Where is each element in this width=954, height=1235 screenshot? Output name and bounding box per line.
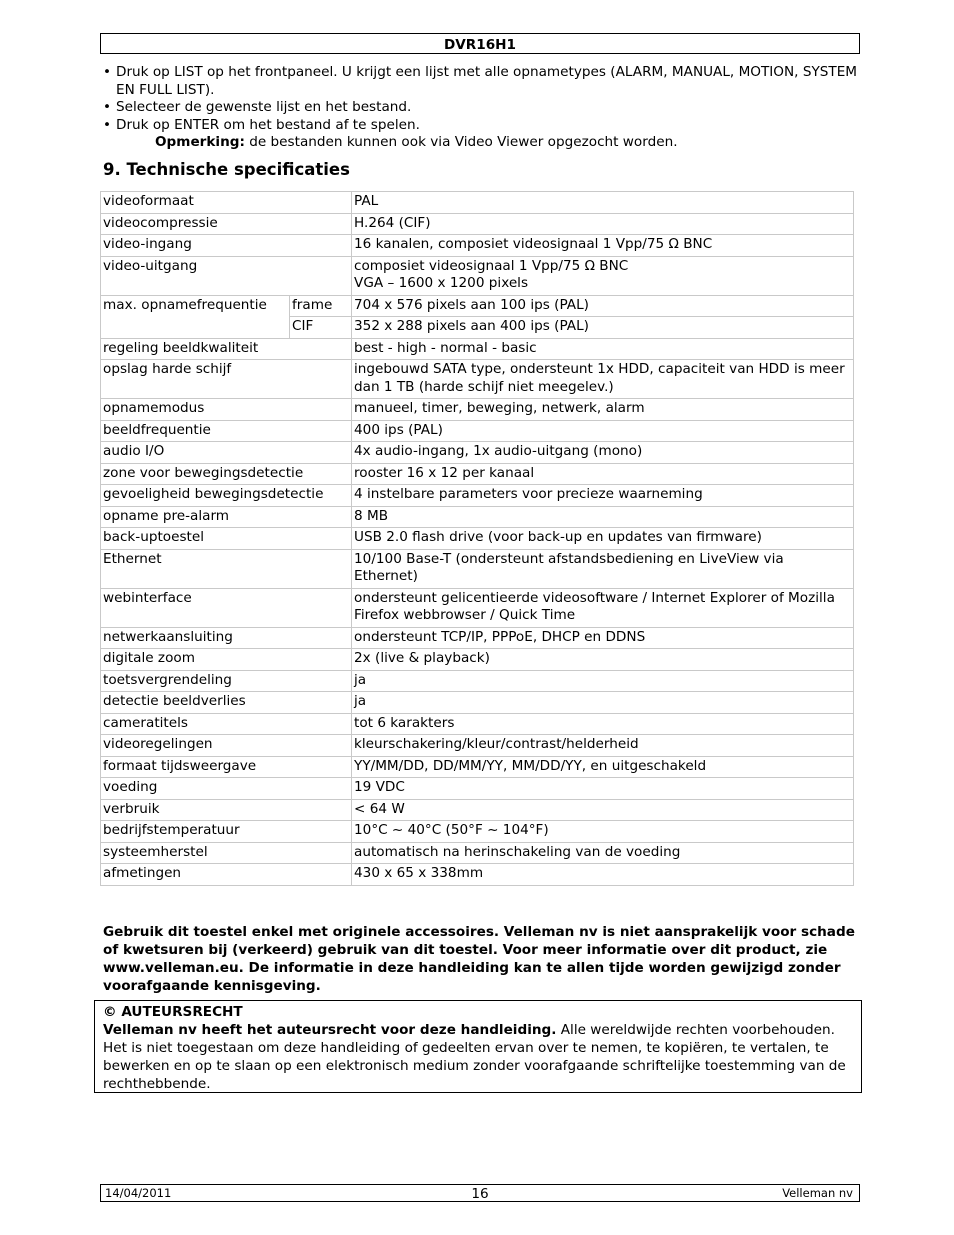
spec-value bbox=[352, 442, 854, 464]
list-item: • Selecteer de gewenste lijst en het bestand. bbox=[103, 99, 863, 117]
spec-value bbox=[352, 192, 854, 214]
spec-value-line: 430 x 65 x 338mm bbox=[354, 865, 484, 881]
spec-value bbox=[352, 235, 854, 257]
spec-label: opnamemodus bbox=[101, 399, 352, 421]
spec-sublabel: frame bbox=[290, 295, 352, 317]
spec-value-line: 10/100 Base-T (ondersteunt afstandsbediening en LiveView via Ethernet) bbox=[354, 550, 784, 584]
page-footer bbox=[100, 1184, 860, 1202]
spec-label: voeding bbox=[101, 778, 352, 800]
footer-company: Velleman nv bbox=[782, 1186, 853, 1200]
copyright-title: © AUTEURSRECHT bbox=[103, 1004, 243, 1020]
spec-value-line: PAL bbox=[354, 193, 379, 209]
spec-label: videoformaat bbox=[101, 192, 352, 214]
spec-label: systeemherstel bbox=[101, 842, 352, 864]
spec-label: verbruik bbox=[101, 799, 352, 821]
table-row bbox=[101, 649, 854, 671]
table-row bbox=[101, 295, 854, 317]
spec-value bbox=[352, 549, 854, 588]
table-row bbox=[101, 735, 854, 757]
spec-value: 704 x 576 pixels aan 100 ips (PAL) bbox=[352, 295, 854, 317]
spec-label: digitale zoom bbox=[101, 649, 352, 671]
spec-value bbox=[352, 692, 854, 714]
spec-value-line: ja bbox=[354, 693, 367, 709]
spec-value-line: rooster 16 x 12 per kanaal bbox=[354, 464, 535, 481]
spec-value bbox=[352, 649, 854, 671]
spec-value-line: ondersteunt gelicentieerde videosoftware / Internet Explorer of Mozilla Firefox webbrowser / Quick Time bbox=[354, 589, 835, 623]
table-row bbox=[101, 799, 854, 821]
note-text: de bestanden kunnen ook via Video Viewer opgezocht worden. bbox=[244, 134, 678, 150]
spec-value-line: YY/MM/DD, DD/MM/YY, MM/DD/YY, en uitgeschakeld bbox=[354, 757, 707, 774]
spec-value bbox=[352, 256, 854, 295]
spec-value-line: 2x (live & playback) bbox=[354, 650, 490, 666]
spec-label: videocompressie bbox=[101, 213, 352, 235]
spec-label: zone voor bewegingsdetectie bbox=[101, 463, 352, 485]
spec-value bbox=[352, 485, 854, 507]
spec-value bbox=[352, 420, 854, 442]
warning-text: Gebruik dit toestel enkel met originele accessoires. Velleman nv is niet aansprakelijk voor schade of kwetsuren bij (verkeerd) gebruik van dit toestel. Voor meer informatie over dit product, zie www.velleman.eu. De informatie in deze handleiding kan te allen tijde worden gewijzigd zonder voorafgaande kennisgeving. bbox=[103, 924, 855, 994]
copyright-bold: Velleman nv heeft het auteursrecht voor deze handleiding. bbox=[103, 1022, 557, 1038]
spec-value-line: < 64 W bbox=[354, 800, 405, 817]
table-row bbox=[101, 420, 854, 442]
spec-label: Ethernet bbox=[101, 549, 352, 588]
spec-value-line: 16 kanalen, composiet videosignaal 1 Vpp/75 Ω BNC bbox=[354, 236, 713, 252]
list-item: • Druk op ENTER om het bestand af te spelen. bbox=[103, 117, 863, 135]
copyright-text bbox=[103, 1021, 861, 1093]
spec-value-line: USB 2.0 flash drive (voor back-up en updates van firmware) bbox=[354, 529, 762, 545]
spec-label: bedrijfstemperatuur bbox=[101, 821, 352, 843]
spec-label: opname pre-alarm bbox=[101, 506, 352, 528]
spec-value bbox=[352, 213, 854, 235]
table-row bbox=[101, 256, 854, 295]
spec-label: toetsvergrendeling bbox=[101, 670, 352, 692]
note bbox=[103, 134, 863, 152]
spec-value bbox=[352, 506, 854, 528]
spec-value: 352 x 288 pixels aan 400 ips (PAL) bbox=[352, 317, 854, 339]
table-row bbox=[101, 821, 854, 843]
copyright-body: Alle wereldwijde rechten voorbehouden. Het is niet toegestaan om deze handleiding of gedeelten ervan over te nemen, te kopiëren, te vertalen, te bewerken en op te slaan op een elektronisch medium zonder voorafgaande schriftelijke toestemming van de rechthebbende. bbox=[103, 1022, 846, 1092]
spec-value-line: 400 ips (PAL) bbox=[354, 421, 443, 438]
instruction-list bbox=[103, 64, 863, 152]
spec-value bbox=[352, 360, 854, 399]
list-item: • Druk op LIST op het frontpaneel. U krijgt een lijst met alle opnametypes (ALARM, MANUAL, MOTION, SYSTEM EN FULL LIST). bbox=[103, 64, 863, 99]
spec-value-line: ondersteunt TCP/IP, PPPoE, DHCP en DDNS bbox=[354, 628, 646, 645]
spec-value-line: 10°C ~ 40°C (50°F ~ 104°F) bbox=[354, 822, 549, 838]
table-row bbox=[101, 670, 854, 692]
spec-value bbox=[352, 670, 854, 692]
spec-label: videoregelingen bbox=[101, 735, 352, 757]
spec-value bbox=[352, 864, 854, 886]
spec-label: webinterface bbox=[101, 588, 352, 627]
table-row bbox=[101, 192, 854, 214]
spec-label: regeling beeldkwaliteit bbox=[101, 338, 352, 360]
table-row bbox=[101, 627, 854, 649]
spec-value bbox=[352, 799, 854, 821]
table-row bbox=[101, 463, 854, 485]
spec-value-line: H.264 (CIF) bbox=[354, 214, 431, 231]
spec-label: max. opnamefrequentie bbox=[101, 295, 290, 338]
table-row bbox=[101, 485, 854, 507]
spec-sublabel: CIF bbox=[290, 317, 352, 339]
table-row bbox=[101, 549, 854, 588]
spec-value-line: 8 MB bbox=[354, 507, 389, 524]
table-row bbox=[101, 213, 854, 235]
spec-label: afmetingen bbox=[101, 864, 352, 886]
spec-value bbox=[352, 713, 854, 735]
table-row bbox=[101, 399, 854, 421]
spec-value-line: automatisch na herinschakeling van de voeding bbox=[354, 843, 681, 860]
table-row bbox=[101, 778, 854, 800]
spec-table bbox=[100, 191, 854, 886]
spec-value-line: 4 instelbare parameters voor precieze waarneming bbox=[354, 486, 703, 502]
spec-value-line: best - high - normal - basic bbox=[354, 339, 537, 356]
table-row bbox=[101, 360, 854, 399]
spec-value bbox=[352, 778, 854, 800]
table-row bbox=[101, 506, 854, 528]
spec-value-line: ja bbox=[354, 671, 367, 688]
spec-value bbox=[352, 463, 854, 485]
spec-label: netwerkaansluiting bbox=[101, 627, 352, 649]
spec-value-line: VGA – 1600 x 1200 pixels bbox=[354, 275, 529, 291]
footer-date: 14/04/2011 bbox=[105, 1186, 172, 1200]
spec-value bbox=[352, 842, 854, 864]
spec-label: formaat tijdsweergave bbox=[101, 756, 352, 778]
table-row bbox=[101, 588, 854, 627]
spec-label: beeldfrequentie bbox=[101, 420, 352, 442]
table-row bbox=[101, 235, 854, 257]
spec-value bbox=[352, 399, 854, 421]
spec-value bbox=[352, 756, 854, 778]
spec-value bbox=[352, 338, 854, 360]
table-row bbox=[101, 338, 854, 360]
spec-value bbox=[352, 735, 854, 757]
spec-label: video-ingang bbox=[101, 235, 352, 257]
spec-value-line: 4x audio-ingang, 1x audio-uitgang (mono) bbox=[354, 443, 643, 459]
spec-value-line: manueel, timer, beweging, netwerk, alarm bbox=[354, 400, 645, 416]
spec-value-line: ingebouwd SATA type, ondersteunt 1x HDD, capaciteit van HDD is meer dan 1 TB (harde schijf niet meegelev.) bbox=[354, 361, 845, 395]
table-row bbox=[101, 692, 854, 714]
document-header: DVR16H1 bbox=[100, 33, 860, 54]
spec-value bbox=[352, 528, 854, 550]
spec-label: video-uitgang bbox=[101, 256, 352, 295]
table-row bbox=[101, 864, 854, 886]
spec-label: detectie beeldverlies bbox=[101, 692, 352, 714]
table-row bbox=[101, 756, 854, 778]
spec-value bbox=[352, 588, 854, 627]
spec-value-line: tot 6 karakters bbox=[354, 714, 455, 731]
spec-value bbox=[352, 821, 854, 843]
table-row bbox=[101, 442, 854, 464]
note-label: Opmerking: bbox=[155, 134, 245, 150]
spec-label: audio I/O bbox=[101, 442, 352, 464]
spec-label: cameratitels bbox=[101, 713, 352, 735]
spec-label: opslag harde schijf bbox=[101, 360, 352, 399]
page-number: 16 bbox=[471, 1186, 489, 1202]
spec-value-line: 19 VDC bbox=[354, 779, 405, 795]
spec-value bbox=[352, 627, 854, 649]
spec-value-line: composiet videosignaal 1 Vpp/75 Ω BNC bbox=[354, 257, 629, 274]
table-row bbox=[101, 842, 854, 864]
spec-value-line: kleurschakering/kleur/contrast/helderheid bbox=[354, 736, 639, 752]
copyright-box bbox=[94, 1000, 862, 1093]
table-row bbox=[101, 713, 854, 735]
table-row bbox=[101, 528, 854, 550]
section-title: 9. Technische specificaties bbox=[103, 160, 350, 179]
spec-label: gevoeligheid bewegingsdetectie bbox=[101, 485, 352, 507]
spec-label: back-uptoestel bbox=[101, 528, 352, 550]
